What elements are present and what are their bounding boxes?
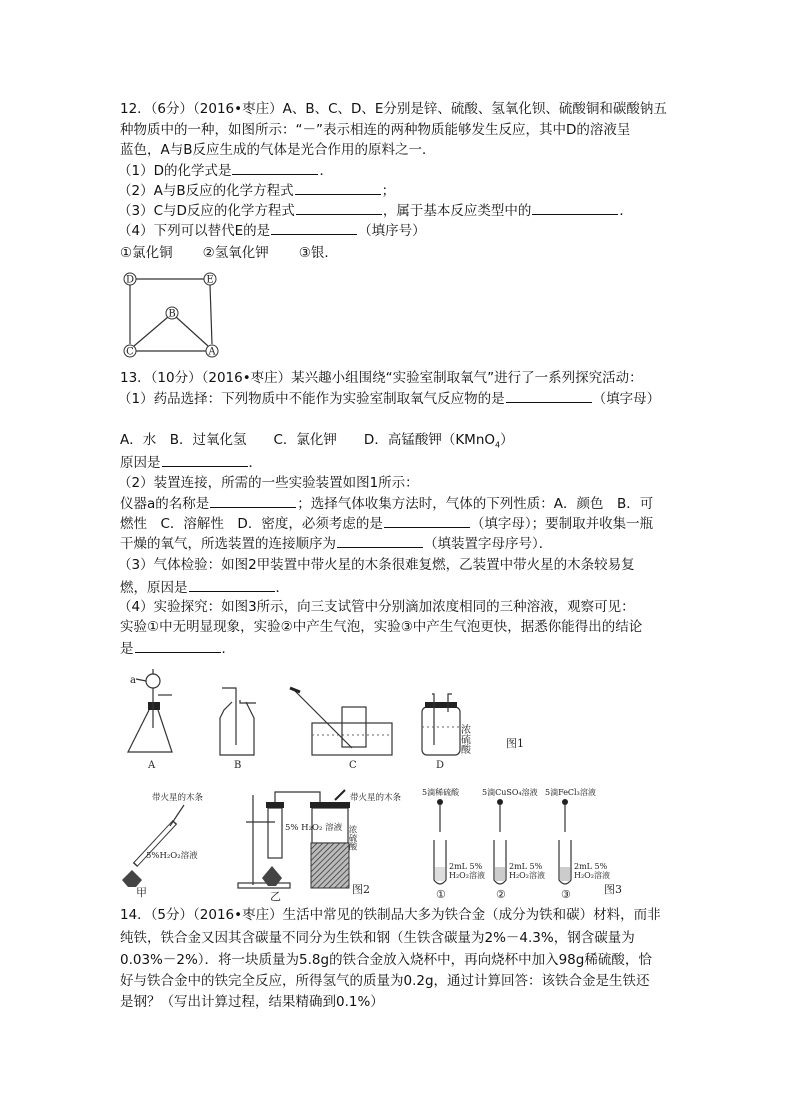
- q12-sub-2-end: ；: [381, 183, 396, 199]
- q13-title: 13．（10分）（2016•枣庄）某兴趣小组围绕“实验室制取氧气”进行了一系列探究活动：: [120, 370, 643, 386]
- p2c-text: 干燥的氧气，所选装置的连接顺序为: [120, 536, 336, 552]
- q12-line-1: 12．（6分）（2016•枣庄）A、B、C、D、E分别是锌、硫酸、氢氧化钡、硫酸铜和碳酸钠五: [120, 101, 667, 117]
- node-b: [166, 307, 178, 320]
- q12-sub-1-text: （1）D的化学式是: [118, 163, 232, 179]
- q13-p1-text: （1）药品选择：下列物质中不能作为实验室制取氧气反应物的是: [118, 391, 505, 407]
- test-tube-3: [545, 787, 596, 901]
- figure-2: [122, 790, 402, 903]
- p2b-text: 燃性 C．溶解性 D．密度，必须考虑的是: [120, 516, 383, 532]
- q14-line-3: 0.03%－2%）．将一块质量为5.8g的铁合金放入烧杯中，再向烧杯中加入98g稀硫酸，恰: [120, 952, 652, 968]
- q14-line-1: 14．（5分）（2016•枣庄）生活中常见的铁制品大多为铁合金（成分为铁和碳）材料，而非: [120, 907, 661, 923]
- apparatus-yi: [238, 790, 402, 903]
- q13-p2: （2）装置连接，所需的一些实验装置如图1所示：: [118, 475, 419, 491]
- p3b-text: 燃，原因是: [120, 580, 188, 596]
- svg-text:①: ①: [436, 888, 446, 901]
- node-e: [204, 273, 216, 286]
- p2b-end: （填字母）；要制取并收集一瓶: [470, 516, 654, 532]
- svg-text:E: E: [206, 274, 214, 286]
- test-tube-3-label: 2mL 5% H₂O₂溶液: [574, 862, 610, 880]
- svg-text:A: A: [208, 346, 216, 358]
- choices-end: ）: [500, 432, 514, 448]
- q12-sub-4-end: （填序号）: [358, 223, 426, 239]
- p3b-end: ．: [275, 580, 289, 596]
- figure-1: [128, 669, 524, 771]
- reason-end: ．: [248, 455, 262, 471]
- node-a: [206, 345, 218, 358]
- svg-text:乙: 乙: [270, 890, 281, 903]
- node-c: [124, 345, 136, 358]
- edge-b-a: [176, 317, 208, 346]
- q12-sub-3-mid: ，属于基本反应类型中的: [382, 203, 532, 219]
- apparatus-c-trough: [290, 688, 392, 771]
- p2a-text: 仪器a的名称是: [120, 496, 210, 512]
- choices-text: A．水 B．过氧化氢 C．氯化钾 D．高锰酸钾（KMnO: [120, 432, 496, 448]
- svg-text:5% H₂O₂ 溶液: 5% H₂O₂ 溶液: [285, 823, 343, 833]
- apparatus-jia: [122, 792, 204, 899]
- option-1: ①氯化铜: [120, 245, 173, 261]
- reason-text: 原因是: [120, 455, 161, 471]
- svg-text:5滴FeCl₃溶液: 5滴FeCl₃溶液: [545, 788, 596, 797]
- figure-1-caption: 图1: [506, 737, 524, 750]
- q13-p3: （3）气体检验：如图2甲装置中带火星的木条很难复燃，乙装置中带火星的木条较易复: [118, 557, 635, 573]
- svg-text:C: C: [349, 760, 357, 771]
- q12-sub-3-text: （3）C与D反应的化学方程式: [118, 203, 295, 219]
- option-3: ③银．: [298, 245, 338, 261]
- svg-text:a: a: [130, 675, 136, 686]
- subscript: 4: [495, 440, 501, 450]
- svg-text:③: ③: [561, 888, 571, 901]
- apparatus-b-bottle: [220, 688, 256, 771]
- test-tube-2-label: 2mL 5% H₂O₂溶液: [509, 862, 545, 880]
- q13-p1-end: （填字母）: [592, 391, 661, 407]
- svg-text:A: A: [148, 760, 156, 771]
- edge-c-b: [134, 317, 168, 346]
- q13-p4: （4）实验探究：如图3所示，向三支试管中分别滴加浓度相同的三种溶液，观察可见：: [118, 599, 635, 615]
- edge-e-a: [210, 285, 212, 344]
- q12-sub-2-text: （2）A与B反应的化学方程式: [118, 183, 294, 199]
- svg-text:D: D: [125, 274, 135, 286]
- svg-text:B: B: [168, 308, 176, 320]
- figure-2-caption: 图2: [352, 883, 370, 896]
- p4c-end: ．: [221, 641, 235, 657]
- svg-text:B: B: [234, 760, 242, 771]
- svg-text:5滴CuSO₄溶液: 5滴CuSO₄溶液: [482, 788, 538, 797]
- q12-sub-3-end: ．: [619, 203, 633, 219]
- svg-text:D: D: [436, 760, 445, 771]
- p2c-end: （填装置字母序号）．: [424, 536, 553, 552]
- svg-text:C: C: [126, 346, 134, 358]
- svg-text:浓硫酸: 浓硫酸: [458, 724, 470, 754]
- test-tube-1-label: 2mL 5% H₂O₂溶液: [449, 862, 485, 880]
- figure-3-caption: 图3: [604, 883, 622, 896]
- p4c-text: 是: [120, 641, 134, 657]
- svg-text:带火星的木条: 带火星的木条: [350, 793, 402, 803]
- apparatus-a-flask: [128, 669, 172, 771]
- test-tube-1: [422, 787, 460, 901]
- svg-text:5%H₂O₂溶液: 5%H₂O₂溶液: [146, 851, 198, 861]
- apparatus-d-wash-bottle: [422, 694, 524, 771]
- q14-line-4: 好与铁合金中的铁完全反应，所得氢气的质量为0.2g，通过计算回答：该铁合金是生铁还: [120, 973, 650, 989]
- figure-3: [422, 787, 622, 901]
- q13-p4b: 实验①中无明显现象，实验②中产生气泡，实验③中产生气泡更快，据悉你能得出的结论: [120, 619, 643, 635]
- svg-text:甲: 甲: [136, 886, 147, 899]
- node-d: [124, 273, 136, 286]
- svg-text:②: ②: [496, 888, 506, 901]
- reaction-diagram: [124, 273, 218, 358]
- svg-text:浓硫酸: 浓硫酸: [347, 825, 357, 851]
- p2a-end: ；选择气体收集方法时，气体的下列性质：A．颜色 B．可: [297, 496, 654, 512]
- q14-line-5: 是钢？（写出计算过程，结果精确到0.1%）: [120, 994, 384, 1010]
- q12-line-2: 种物质中的一种，如图所示：“－”表示相连的两种物质能够发生反应，其中D的溶液呈: [120, 122, 631, 138]
- q12-line-3: 蓝色，A与B反应生成的气体是光合作用的原料之一．: [120, 142, 436, 158]
- svg-text:带火星的木条: 带火星的木条: [152, 793, 204, 803]
- test-tube-2: [482, 787, 538, 901]
- option-2: ②氢氧化钾: [202, 245, 269, 261]
- q14-line-2: 纯铁，铁合金又因其含碳量不同分为生铁和钢（生铁含碳量为2%－4.3%，钢含碳量为: [120, 930, 635, 946]
- svg-text:5滴稀硫酸: 5滴稀硫酸: [422, 788, 460, 797]
- q12-sub-4-text: （4）下列可以替代E的是: [118, 223, 271, 239]
- q12-sub-1-end: ．: [319, 163, 333, 179]
